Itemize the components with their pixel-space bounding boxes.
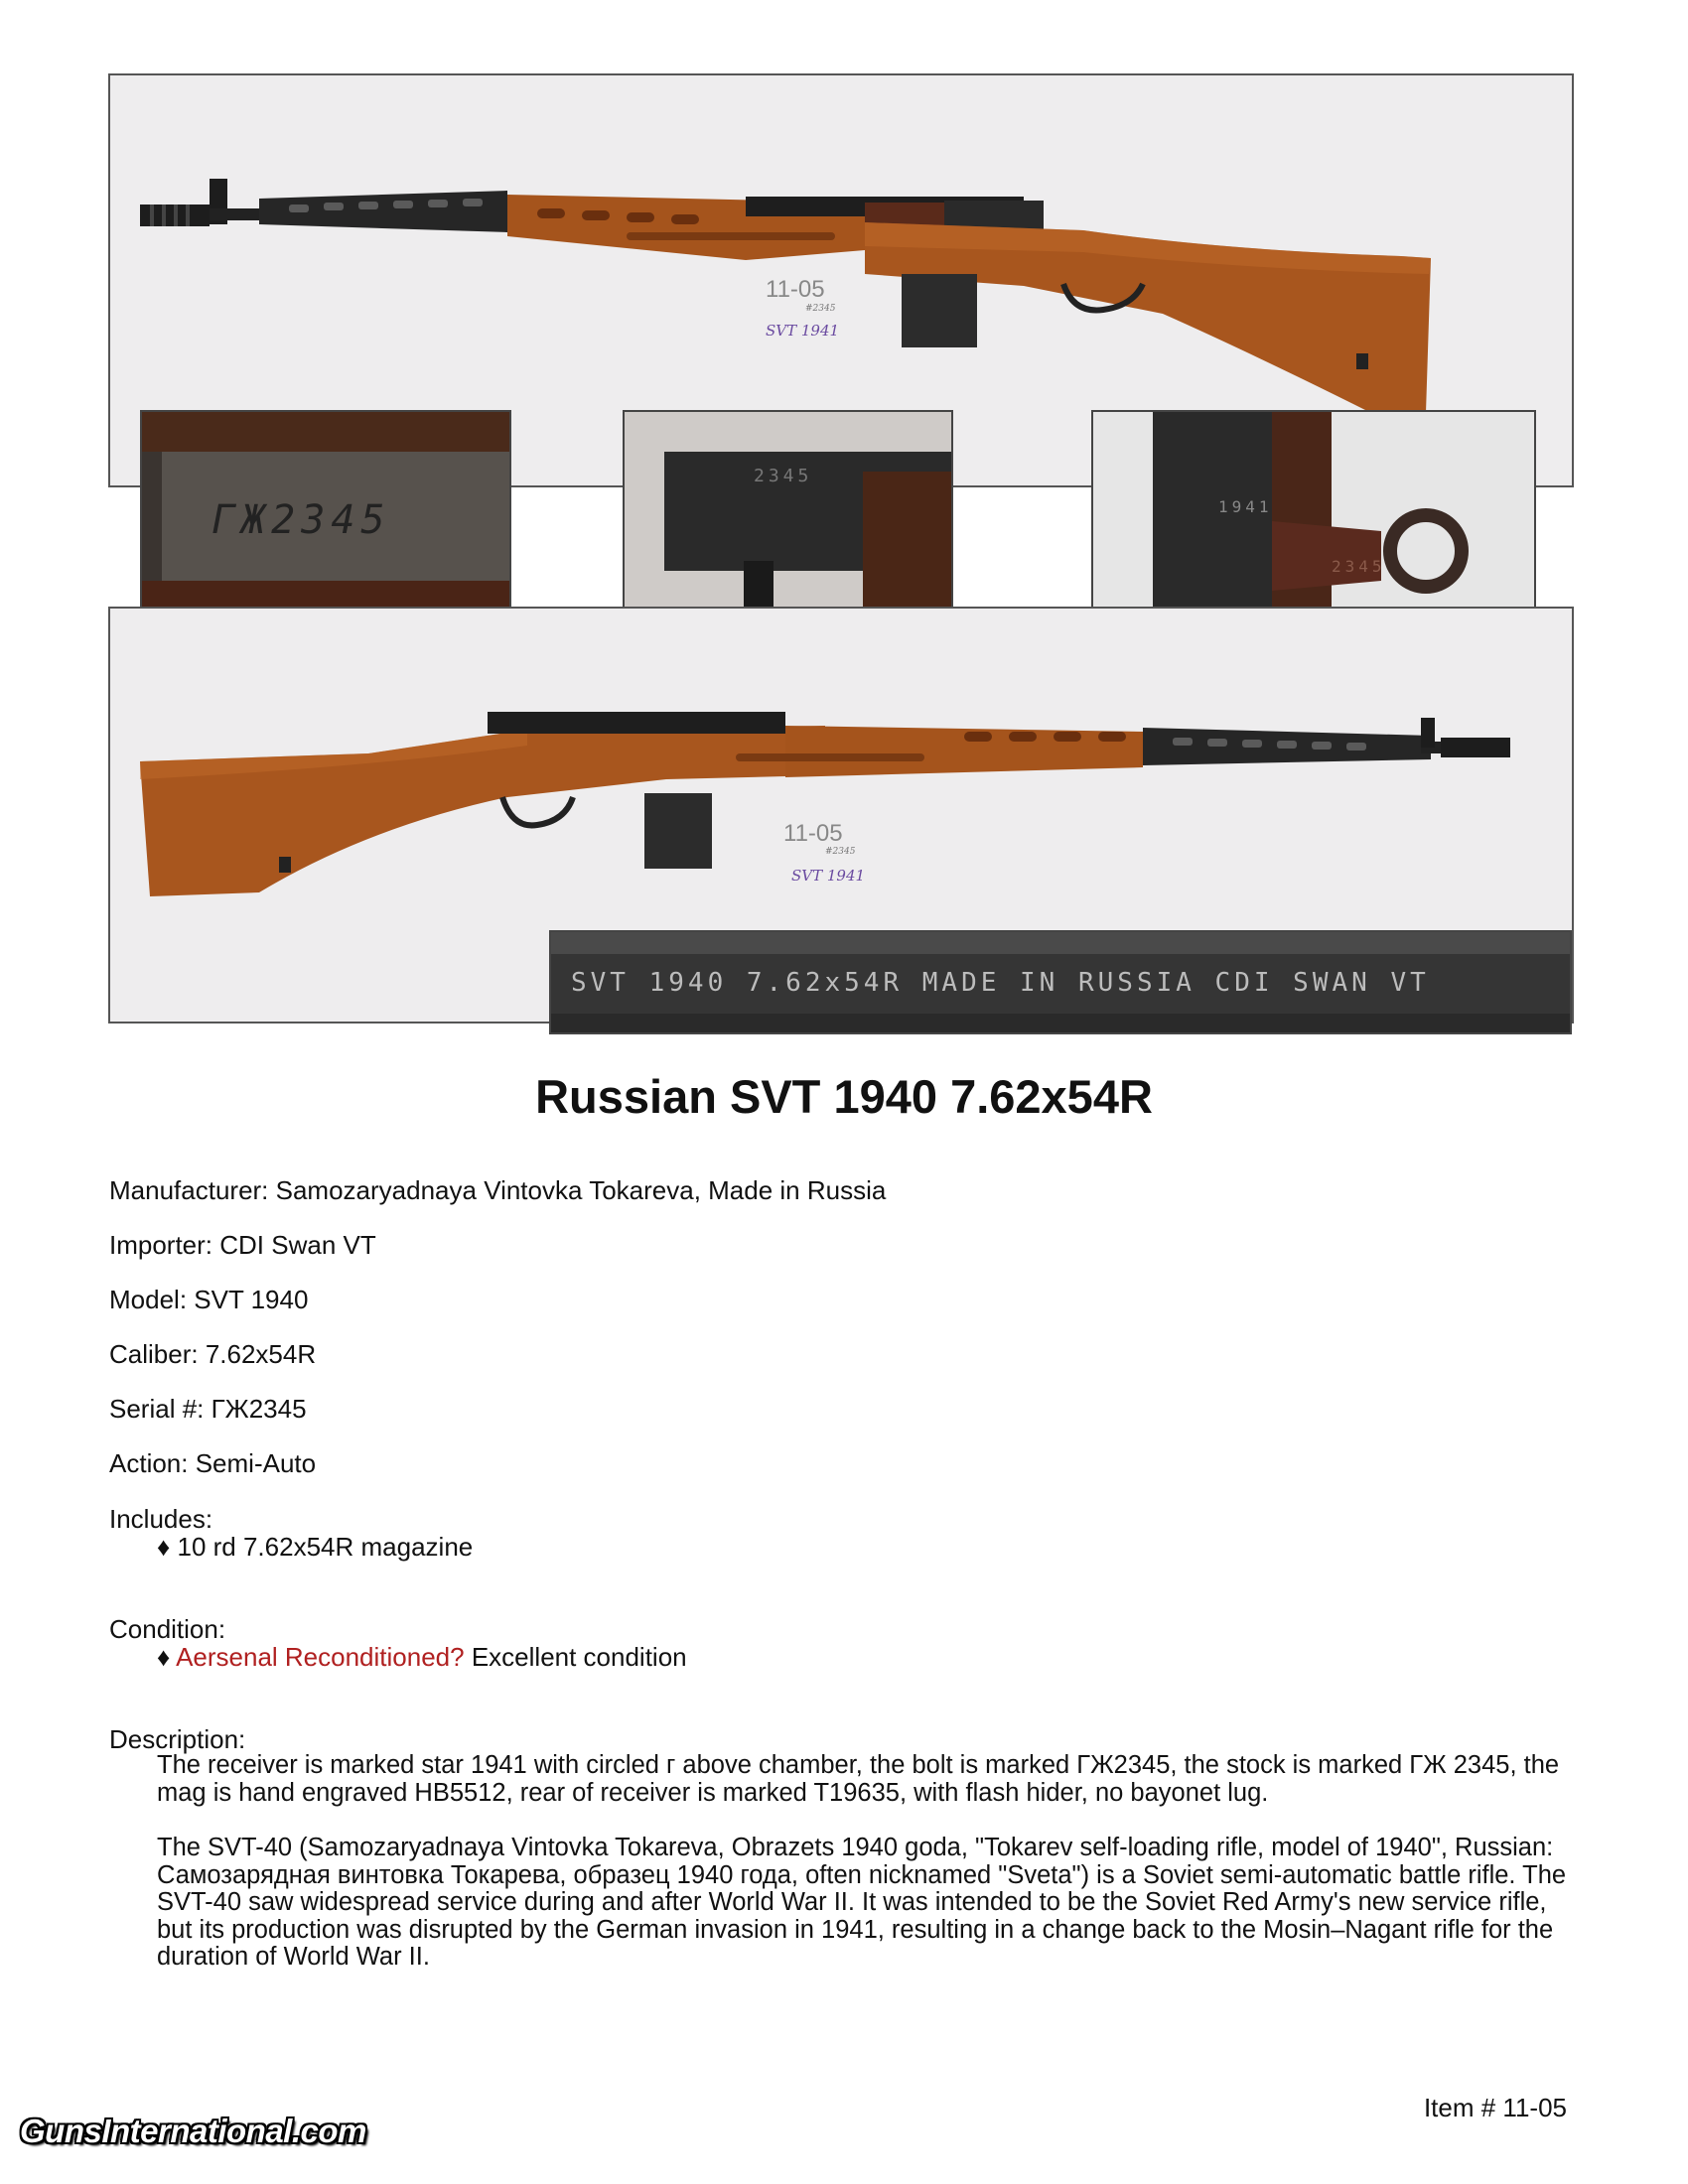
- top-tag-number: 11-05: [766, 276, 825, 303]
- ring-stamp-text: 2345: [1332, 557, 1386, 576]
- import-stamp-inset: [549, 930, 1572, 1034]
- spec-serial: Serial #: ГЖ2345: [109, 1394, 307, 1424]
- condition-bullet: ♦: [157, 1642, 177, 1672]
- spec-caliber: Caliber: 7.62x54R: [109, 1339, 317, 1369]
- description-label: Description:: [109, 1724, 246, 1754]
- condition-highlight: Aersenal Reconditioned?: [176, 1642, 465, 1672]
- bottom-tag-note: #2345: [825, 847, 856, 857]
- chamber-stamp-inset: [1091, 410, 1536, 624]
- spec-action: Action: Semi-Auto: [109, 1448, 317, 1478]
- chamber-stamp-text: 1941: [1218, 497, 1273, 516]
- description-paragraph-2: The SVT-40 (Samozaryadnaya Vintovka Tokareva, Obrazets 1940 goda, "Tokarev self-loading rifle, model of 1940", Russian: Самозарядная винтовка Токарева, образец 1940 года, often nicknamed "Sveta") is a Soviet semi-automatic battle rifle. The SVT-40 saw widespread service during and after World War II. It was intended to be the Soviet Red Army's new service rifle, but its production was disrupted by the German invasion in 1941, resulting in a change back to the Mosin–Nagant rifle for the duration of World War II.: [157, 1834, 1567, 1971]
- bottom-tag-number: 11-05: [783, 820, 843, 847]
- spec-importer: Importer: CDI Swan VT: [109, 1230, 376, 1260]
- gunsinternational-logo[interactable]: GunsInternational.com: [20, 2113, 366, 2149]
- top-tag-model: SVT 1941: [766, 322, 840, 340]
- import-stamp-text: SVT 1940 7.62x54R MADE IN RUSSIA CDI SWAN VT: [571, 968, 1430, 998]
- condition-label: Condition:: [109, 1614, 226, 1644]
- spec-manufacturer: Manufacturer: Samozaryadnaya Vintovka Tokareva, Made in Russia: [109, 1175, 887, 1205]
- spec-model: Model: SVT 1940: [109, 1285, 309, 1314]
- bolt-stamp-text: 2345: [754, 466, 813, 486]
- includes-label: Includes:: [109, 1504, 213, 1534]
- top-tag-note: #2345: [805, 304, 836, 314]
- serial-stamp-text: ГЖ2345: [211, 497, 391, 543]
- item-number: Item # 11-05: [1423, 2093, 1567, 2122]
- serial-stamp-inset: [140, 410, 511, 619]
- condition-rest: Excellent condition: [464, 1642, 687, 1672]
- description-paragraph-1: The receiver is marked star 1941 with circled г above chamber, the bolt is marked ГЖ2345, the stock is marked ГЖ 2345, the mag is hand engraved HB5512, rear of receiver is marked T19635, with flash hider, no bayonet lug.: [157, 1751, 1560, 1807]
- condition-item: [157, 1642, 687, 1673]
- includes-item: ♦ 10 rd 7.62x54R magazine: [157, 1532, 474, 1562]
- page-title: Russian SVT 1940 7.62x54R: [535, 1070, 1153, 1123]
- bottom-tag-model: SVT 1941: [791, 867, 866, 885]
- bolt-stamp-inset: [623, 410, 953, 624]
